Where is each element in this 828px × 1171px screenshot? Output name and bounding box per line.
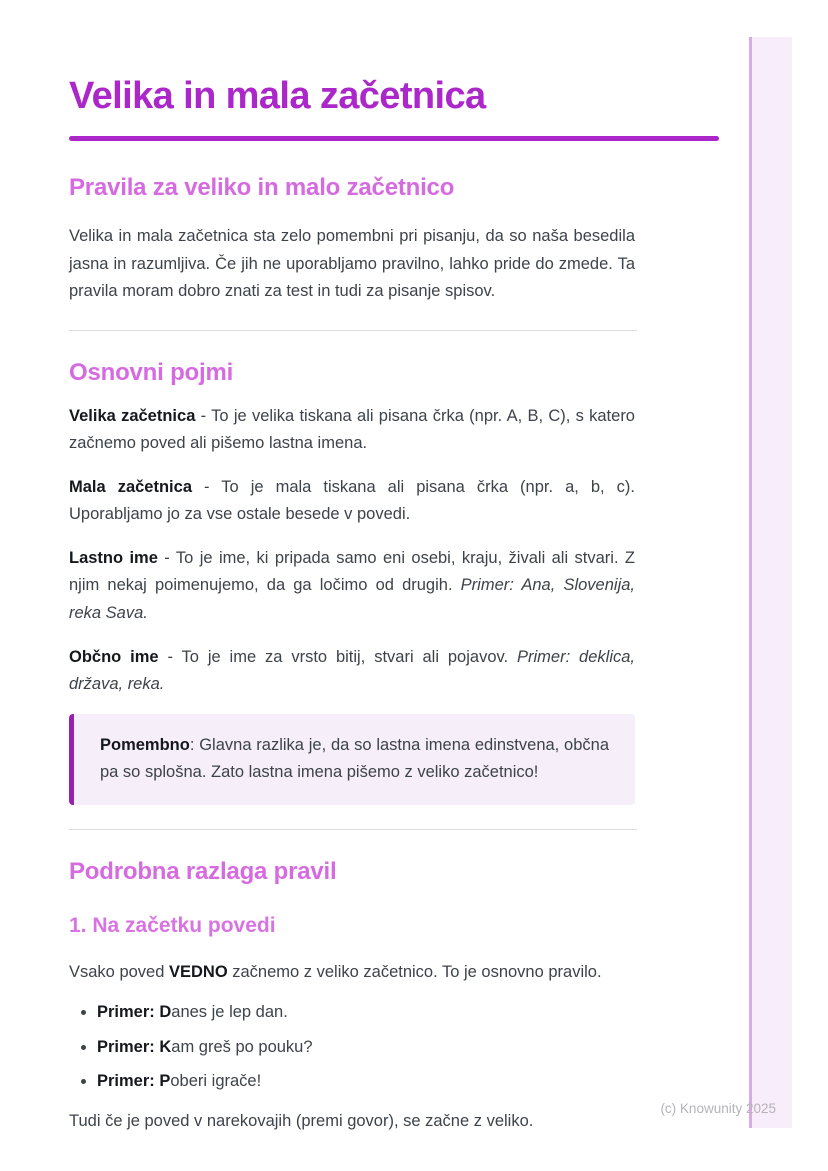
term-label: Velika začetnica <box>69 406 196 425</box>
term-label: Občno ime <box>69 647 159 666</box>
example-rest: anes je lep dan. <box>171 1003 288 1022</box>
term-definition: - To je mala tiskana ali pisana črka (npr. a, b, c). Uporabljamo jo za vse ostale besede v povedi. <box>69 477 635 524</box>
rule-intro-paragraph <box>69 959 635 987</box>
callout-paragraph <box>100 732 609 787</box>
term-paragraph-mala-zacetnica <box>69 474 635 529</box>
section-heading-pravila: Pravila za veliko in malo začetnico <box>69 174 455 202</box>
section-divider <box>69 330 637 331</box>
title-rule <box>69 136 719 141</box>
section-divider <box>69 829 637 830</box>
important-callout <box>69 714 635 805</box>
examples-list <box>69 999 635 1096</box>
page-title: Velika in mala začetnica <box>69 75 486 117</box>
subsection-heading-na-zacetku-povedi: 1. Na začetku povedi <box>69 913 276 937</box>
rule-intro-post: začnemo z veliko začetnico. To je osnovno pravilo. <box>227 962 602 981</box>
term-paragraph-obcno-ime <box>69 644 635 699</box>
list-item <box>97 999 635 1027</box>
closing-paragraph: Tudi če je poved v narekovajih (premi govor), se začne z veliko. <box>69 1111 534 1130</box>
callout-text: : Glavna razlika je, da so lastna imena edinstvena, občna pa so splošna. Zato lastna imena pišemo z veliko začetnico! <box>100 735 609 782</box>
example-lead: Primer: P <box>97 1072 171 1091</box>
term-definition: - To je ime, ki pripada samo eni osebi, kraju, živali ali stvari. Z njim nekaj poimenujemo, da ga ločimo od drugih. <box>69 548 635 595</box>
section-heading-osnovni-pojmi: Osnovni pojmi <box>69 358 234 386</box>
term-label: Lastno ime <box>69 548 158 567</box>
callout-label: Pomembno <box>100 735 190 754</box>
example-rest: am greš po pouku? <box>171 1037 313 1056</box>
term-paragraph-velika-zacetnica <box>69 403 635 458</box>
term-example: Primer: Ana, Slovenija, reka Sava. <box>69 576 635 622</box>
copyright-footer: (c) Knowunity 2025 <box>660 1101 776 1116</box>
rule-intro-pre: Vsako poved <box>69 962 169 981</box>
term-definition: - To je velika tiskana ali pisana črka (npr. A, B, C), s katero začnemo poved ali pišemo lastna imena. <box>69 406 635 453</box>
decorative-side-strip <box>749 37 792 1128</box>
term-definition: - To je ime za vrsto bitij, stvari ali pojavov. <box>158 647 517 666</box>
example-lead: Primer: D <box>97 1003 172 1022</box>
list-item <box>97 1034 635 1062</box>
intro-paragraph: Velika in mala začetnica sta zelo pomembni pri pisanju, da so naša besedila jasna in razumljiva. Če jih ne uporabljamo pravilno, lahko pride do zmede. Ta pravila moram dobro znati za test in tudi za pisanje spisov. <box>69 227 635 301</box>
example-rest: oberi igrače! <box>170 1072 262 1091</box>
term-paragraph-lastno-ime <box>69 545 635 628</box>
term-label: Mala začetnica <box>69 477 192 496</box>
example-lead: Primer: K <box>97 1037 172 1056</box>
section-heading-podrobna-razlaga: Podrobna razlaga pravil <box>69 857 337 885</box>
list-item <box>97 1068 635 1096</box>
document-content <box>69 0 635 1135</box>
rule-intro-emphasis: VEDNO <box>168 962 228 981</box>
term-example: Primer: deklica, država, reka. <box>69 647 635 694</box>
